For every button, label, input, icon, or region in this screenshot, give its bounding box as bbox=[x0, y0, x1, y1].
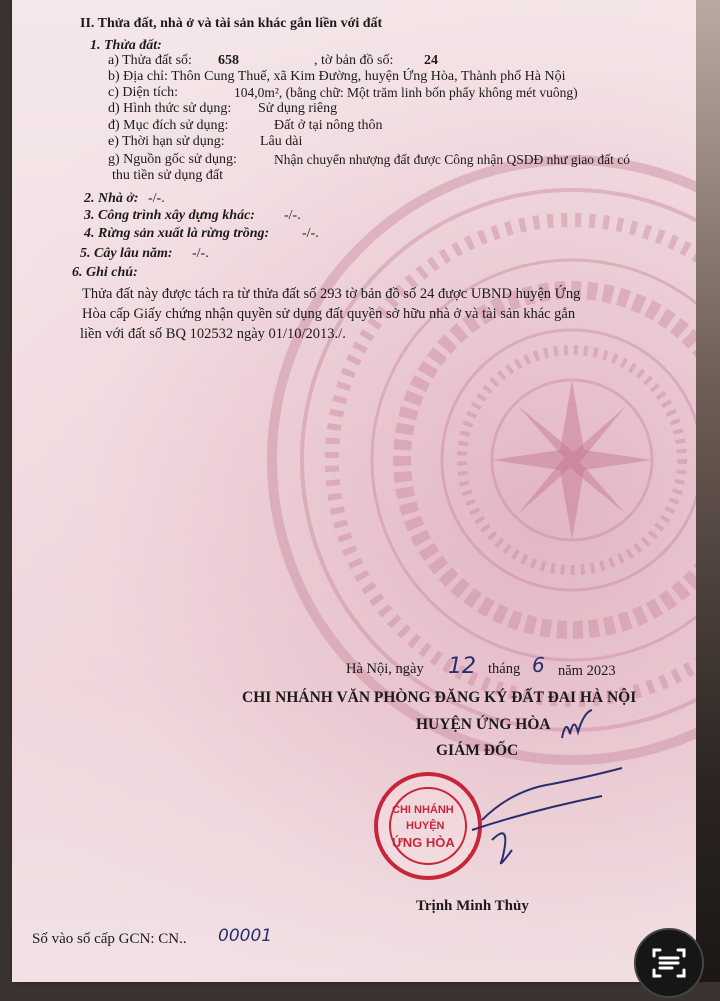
area-label: c) Diện tích: bbox=[108, 85, 178, 100]
background-edge bbox=[696, 0, 720, 982]
address-line: b) Địa chỉ: Thôn Cung Thuế, xã Kim Đường, huyện Ứng Hòa, Thành phố Hà Nội bbox=[108, 69, 566, 84]
note-line-3: liền với đất số BQ 102532 ngày 01/10/2013./. bbox=[80, 326, 346, 342]
stamp-line-1: CHI NHÁNH bbox=[392, 804, 454, 816]
origin-value-line2: thu tiền sử dụng đất bbox=[112, 168, 224, 183]
registry-label: Số vào sổ cấp GCN: CN.. bbox=[32, 931, 187, 947]
production-forest-label: 4. Rừng sản xuất là rừng trồng: bbox=[84, 226, 270, 241]
section-title: II. Thửa đất, nhà ở và tài sản khác gắn liền với đất bbox=[80, 16, 383, 31]
registry-number: 00001 bbox=[218, 926, 273, 946]
use-purpose-value: Đất ở tại nông thôn bbox=[274, 118, 383, 133]
parcel-number-label: a) Thửa đất số: bbox=[108, 53, 192, 68]
date-day: 12 bbox=[448, 654, 476, 679]
issuer-district: HUYỆN ỨNG HÒA bbox=[416, 716, 551, 733]
bronze-drum-watermark bbox=[262, 150, 720, 770]
date-year: năm 2023 bbox=[558, 663, 616, 679]
house-label: 2. Nhà ở: bbox=[84, 191, 139, 206]
house-value: -/-. bbox=[148, 191, 165, 206]
use-term-value: Lâu dài bbox=[260, 134, 303, 149]
text-scan-button[interactable] bbox=[634, 928, 704, 998]
production-forest-value: -/-. bbox=[302, 226, 319, 241]
map-sheet-label: , tờ bản đồ số: bbox=[314, 53, 394, 68]
note-line-2: Hòa cấp Giấy chứng nhận quyền sử dụng đất quyền sở hữu nhà ở và tài sản khác gắn bbox=[82, 306, 576, 322]
use-form-value: Sử dụng riêng bbox=[258, 101, 338, 116]
origin-label: g) Nguồn gốc sử dụng: bbox=[108, 152, 237, 167]
use-purpose-label: đ) Mục đích sử dụng: bbox=[108, 118, 229, 133]
land-heading: 1. Thửa đất: bbox=[90, 38, 162, 53]
perennial-trees-label: 5. Cây lâu năm: bbox=[80, 246, 173, 261]
other-works-value: -/-. bbox=[284, 208, 301, 223]
use-term-label: e) Thời hạn sử dụng: bbox=[108, 134, 225, 149]
stamp-line-2: HUYỆN bbox=[406, 820, 445, 832]
director-title: GIÁM ĐỐC bbox=[436, 742, 519, 759]
text-scan-icon bbox=[636, 930, 702, 996]
issuer-office: CHI NHÁNH VĂN PHÒNG ĐĂNG KÝ ĐẤT ĐAI HÀ NỘI bbox=[242, 689, 637, 706]
notes-label: 6. Ghi chú: bbox=[72, 265, 138, 280]
other-works-label: 3. Công trình xây dựng khác: bbox=[84, 208, 255, 223]
certificate-page bbox=[12, 0, 696, 982]
date-place: Hà Nội, ngày bbox=[346, 661, 424, 677]
map-sheet-value: 24 bbox=[424, 53, 438, 68]
perennial-trees-value: -/-. bbox=[192, 246, 209, 261]
date-month: 6 bbox=[532, 653, 545, 677]
parcel-number-value: 658 bbox=[218, 53, 239, 68]
signer-name: Trịnh Minh Thủy bbox=[416, 898, 529, 914]
date-month-label: tháng bbox=[488, 661, 521, 677]
initials-mark bbox=[558, 708, 598, 744]
origin-value-line1: Nhận chuyển nhượng đất được Công nhận QSDĐ như giao đất có bbox=[274, 152, 631, 167]
area-value: 104,0m², (bằng chữ: Một trăm linh bốn phẩy không mét vuông) bbox=[234, 85, 578, 100]
use-form-label: d) Hình thức sử dụng: bbox=[108, 101, 232, 116]
stamp-line-3: ỨNG HÒA bbox=[392, 835, 455, 850]
director-signature bbox=[452, 760, 632, 880]
note-line-1: Thửa đất này được tách ra từ thửa đất số 293 tờ bản đồ số 24 được UBND huyện Ứng bbox=[82, 286, 581, 302]
